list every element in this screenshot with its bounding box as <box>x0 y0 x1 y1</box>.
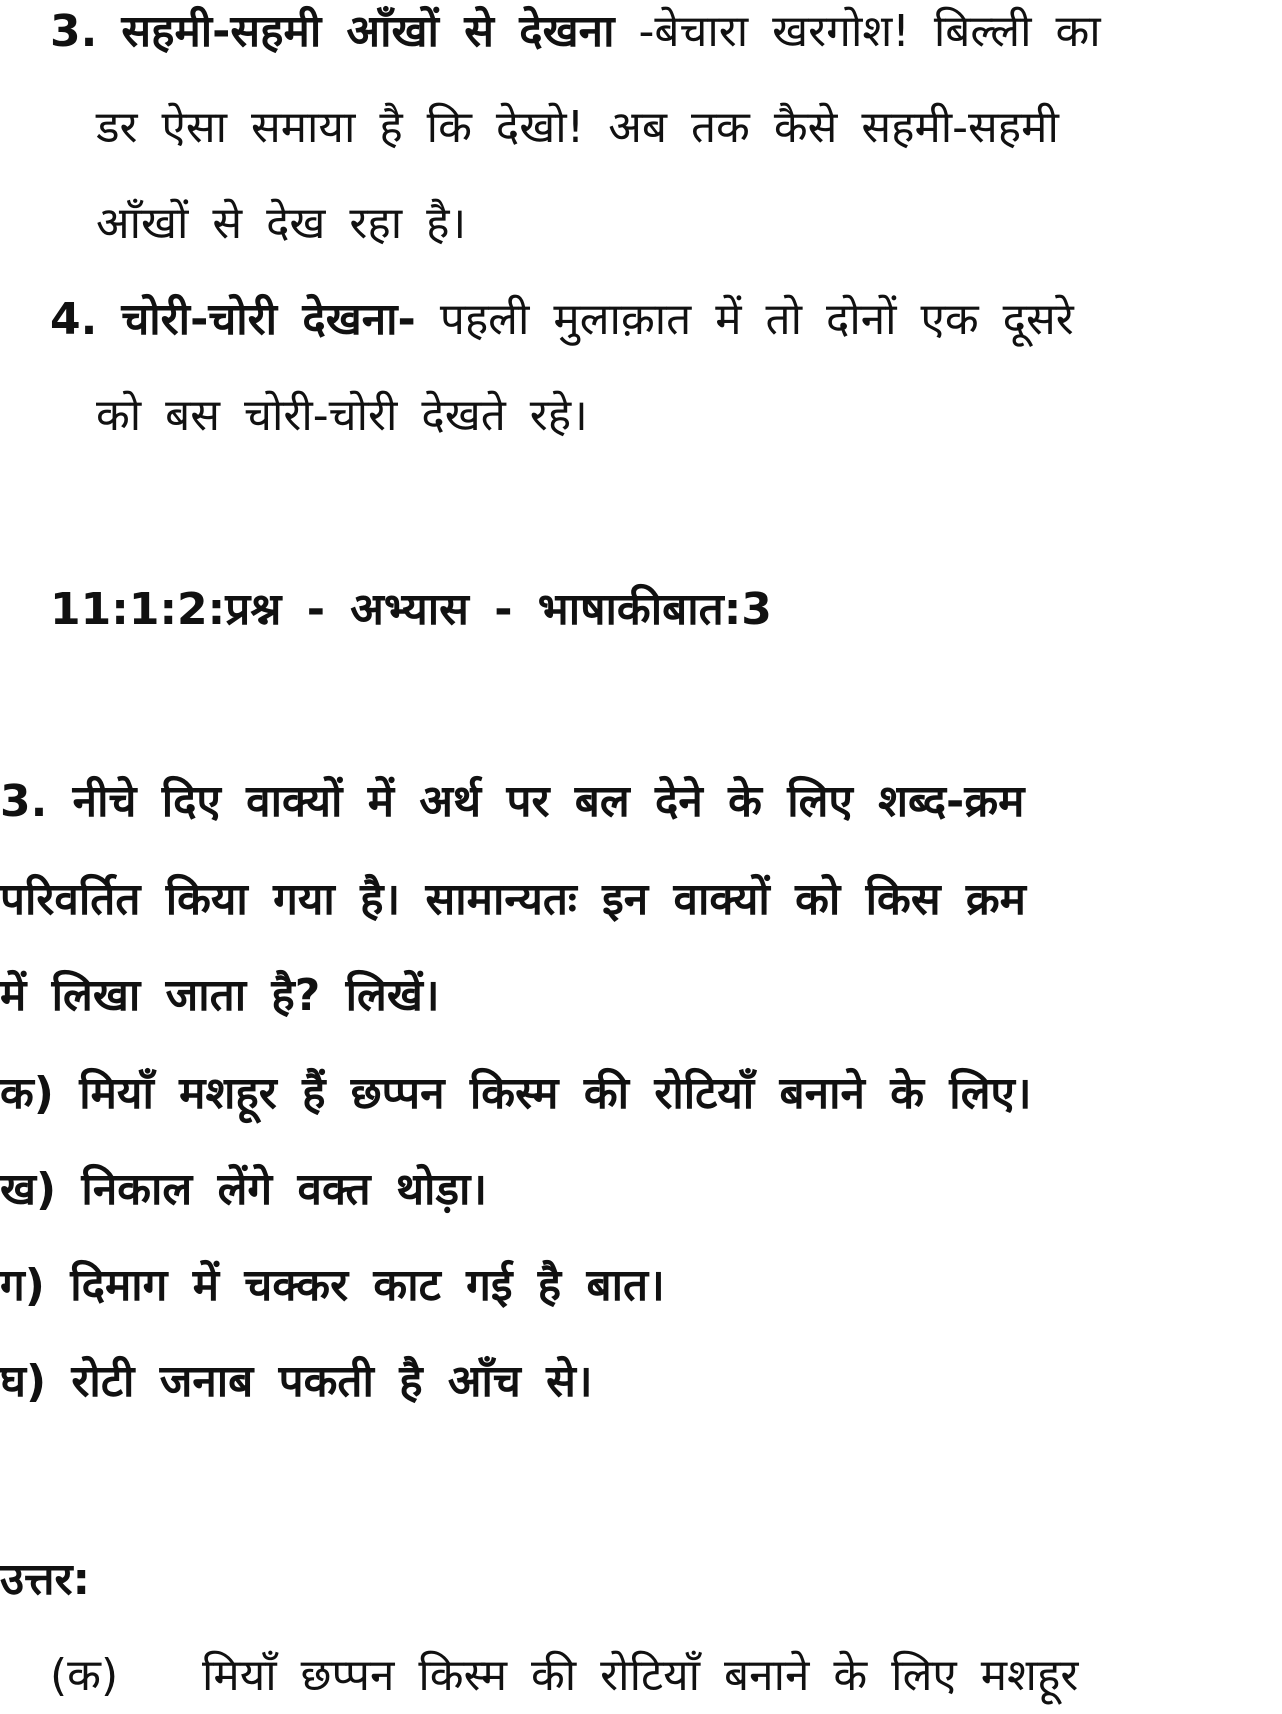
section-heading: 11:1:2:प्रश्न - अभ्यास - भाषाकीबात:3 <box>50 584 772 635</box>
answer-item <box>0 1646 1282 1706</box>
question-item: घ) रोटी जनाब पकती है आँच से। <box>0 1356 593 1407</box>
idiom-number: 4. <box>50 294 98 345</box>
question-item: ग) दिमाग में चक्कर काट गई है बात। <box>0 1260 665 1311</box>
idiom-term: सहमी-सहमी आँखों से देखना <box>121 6 615 57</box>
idiom-4-line-1 <box>50 290 1074 350</box>
question-item: ख) निकाल लेंगे वक्त थोड़ा। <box>0 1164 488 1215</box>
idiom-3-line-2: डर ऐसा समाया है कि देखो! अब तक कैसे सहमी-सहमी <box>96 102 1059 153</box>
idiom-number: 3. <box>50 6 98 57</box>
question-line-1: 3. नीचे दिए वाक्यों में अर्थ पर बल देने के लिए शब्द-क्रम <box>0 776 1025 827</box>
answer-label: (क) <box>50 1650 119 1701</box>
question-item: क) मियाँ मशहूर हैं छप्पन किस्म की रोटियाँ बनाने के लिए। <box>0 1068 1032 1119</box>
idiom-term: चोरी-चोरी देखना- <box>121 294 416 345</box>
question-line-3: में लिखा जाता है? लिखें। <box>0 970 440 1021</box>
idiom-example: पहली मुलाक़ात में तो दोनों एक दूसरे <box>439 294 1074 345</box>
idiom-4-line-2: को बस चोरी-चोरी देखते रहे। <box>96 390 588 441</box>
idiom-example: -बेचारा खरगोश! बिल्ली का <box>638 6 1101 57</box>
answer-heading: उत्तर: <box>0 1554 91 1605</box>
question-line-2: परिवर्तित किया गया है। सामान्यतः इन वाक्यों को किस क्रम <box>0 874 1026 925</box>
idiom-3-line-1 <box>50 2 1101 62</box>
answer-text: मियाँ छप्पन किस्म की रोटियाँ बनाने के लिए मशहूर <box>202 1650 1079 1701</box>
idiom-3-line-3: आँखों से देख रहा है। <box>96 198 467 249</box>
